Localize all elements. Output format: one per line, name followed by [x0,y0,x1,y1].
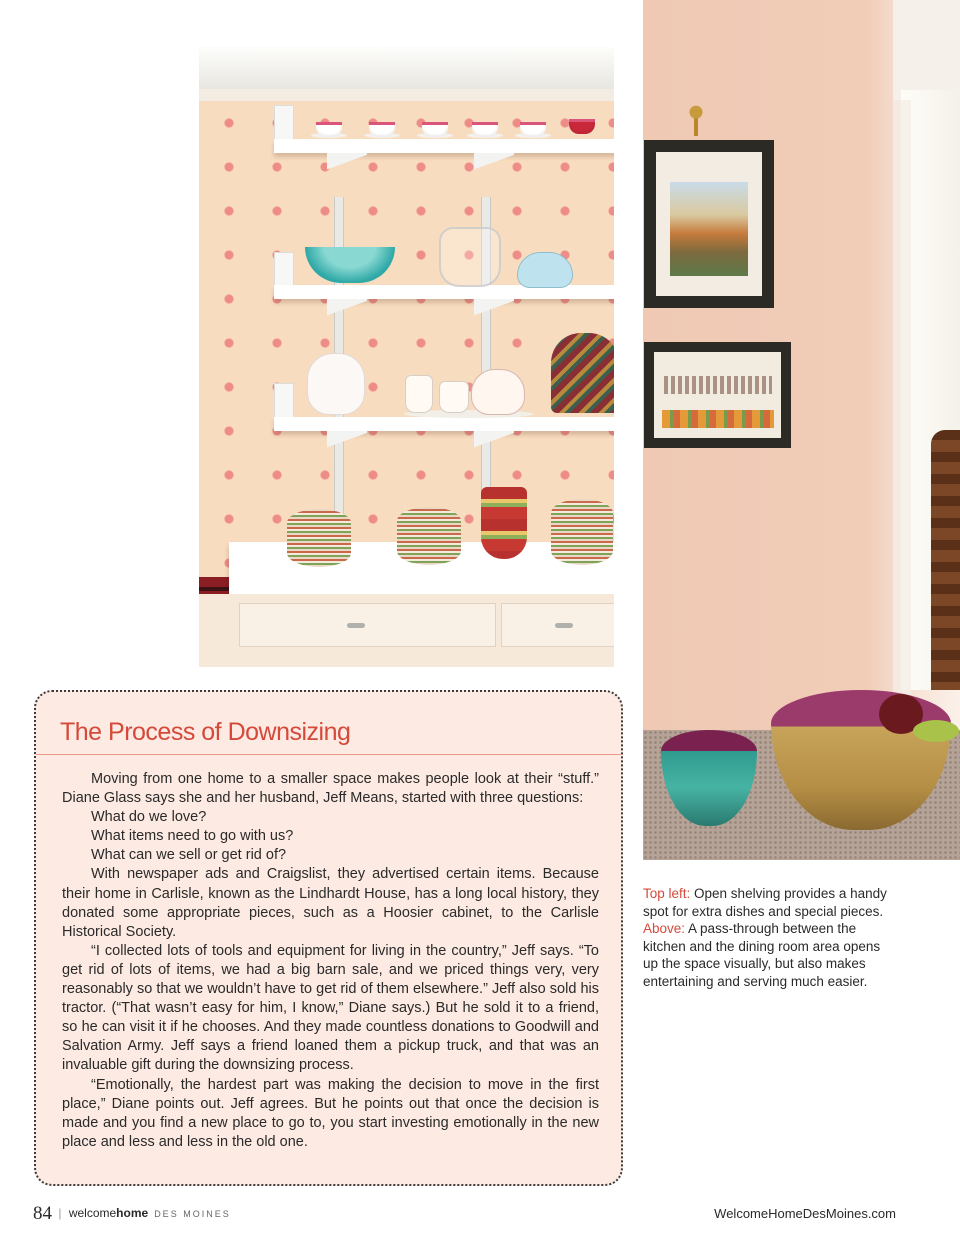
magazine-name-part1: welcome [68,1206,117,1220]
photo-pass-through [643,0,960,860]
picture-hook [689,102,703,136]
ceiling [893,0,960,100]
crown-molding-lower [199,89,614,101]
shelf-bracket [474,431,514,449]
caption-text-top-left: Open shelving provides a handy spot for extra dishes and special pieces. [643,886,887,919]
sidebar-body [62,770,599,1152]
sidebar-box [34,690,623,1186]
teacup [520,122,546,137]
magazine-name-part3: DES MOINES [154,1209,231,1219]
photo-open-shelving [199,47,614,667]
caption-lead-above: Above: [643,921,686,937]
drawer [239,603,496,647]
framed-painting [644,140,774,308]
shelf-bracket [327,153,367,171]
teacup [316,122,342,137]
drawer-handle [347,623,365,628]
tea-cozy [551,333,614,413]
sidebar-question: What items need to go with us? [91,828,294,845]
plate-stack [551,499,613,565]
framed-sampler [644,342,791,448]
sidebar-paragraph: “I collected lots of tools and equipment for living in the country,” Jeff says. “To get rid of lots of items, we had a big barn sale, and we priced things very, very reasonably so that we wouldn’t have to get rid of them elsewhere.” Jeff also sold his tractor. (“That wasn’t easy for him, I know,” Diane says.) But he sold it to a friend, so he can visit it if he chooses. And they made countless donations to Goodwill and Salvation Army. Jeff says a friend loaned them a pickup truck, and that was an invaluable gift during the downsizing process. [62,942,599,1074]
footer-folio [33,1203,231,1225]
shelf-bracket [474,153,514,171]
mat [656,152,762,296]
folio-separator: | [58,1206,62,1220]
bowl-stack [481,487,527,559]
painting [670,182,748,276]
teacup [472,122,498,137]
mat [654,352,781,438]
shelf-bracket [474,299,514,317]
fruit [913,720,959,742]
shelf-bottom [274,417,614,431]
teacup [422,122,448,137]
floral-teapot [307,353,365,415]
shelf-bracket [327,299,367,317]
magazine-name-part2: home [116,1206,149,1220]
red-teapot [471,369,525,415]
teacup-red [569,119,595,134]
sidebar-question: What do we love? [91,809,207,826]
sidebar-paragraph: With newspaper ads and Craigslist, they advertised certain items. Because their home in Carlisle, known as the Lindhardt House, has a long local history, they donated some appropriate pieces, such as a Hoosier cabinet, to the Carlisle Historical Society. [62,866,599,940]
drawer-handle [555,623,573,628]
crown-molding [199,47,614,89]
glass-pitcher [439,227,501,287]
photo-caption [643,885,893,991]
teacup [369,122,395,137]
plate-stack [397,507,461,565]
plate-stack [287,509,351,567]
blue-teapot [517,252,573,288]
sidebar-title: The Process of Downsizing [60,718,351,746]
curtain [893,100,911,700]
shelf-top [274,139,614,153]
footer-website: WelcomeHomeDesMoines.com [714,1206,896,1221]
dining-chair [931,430,960,690]
sidebar-paragraph: “Emotionally, the hardest part was making the decision to move in the first place,” Diane points out. Jeff agrees. But he points out that once the decision is made and you find a new place to go to, you start investing emotionally in the new place and less and less in the old one. [62,1076,599,1150]
shelf-bracket [327,431,367,449]
stitched-lettering [664,376,772,394]
creamer [405,375,433,413]
sugar-bowl [439,381,469,413]
caption-lead-top-left: Top left: [643,886,691,901]
page-number: 84 [33,1203,52,1224]
sidebar-divider [36,754,621,755]
turquoise-bowl [305,247,395,283]
caption-text-above: A pass-through between the kitchen and the dining room area opens up the space visually, but also makes entertaining and serving much easier. [643,921,881,989]
sidebar-paragraph: Moving from one home to a smaller space makes people look at their “stuff.” Diane Glass says she and her husband, Jeff Means, started with three questions: [62,771,599,807]
stitched-flowers [662,410,774,428]
sidebar-question: What can we sell or get rid of? [91,847,287,864]
